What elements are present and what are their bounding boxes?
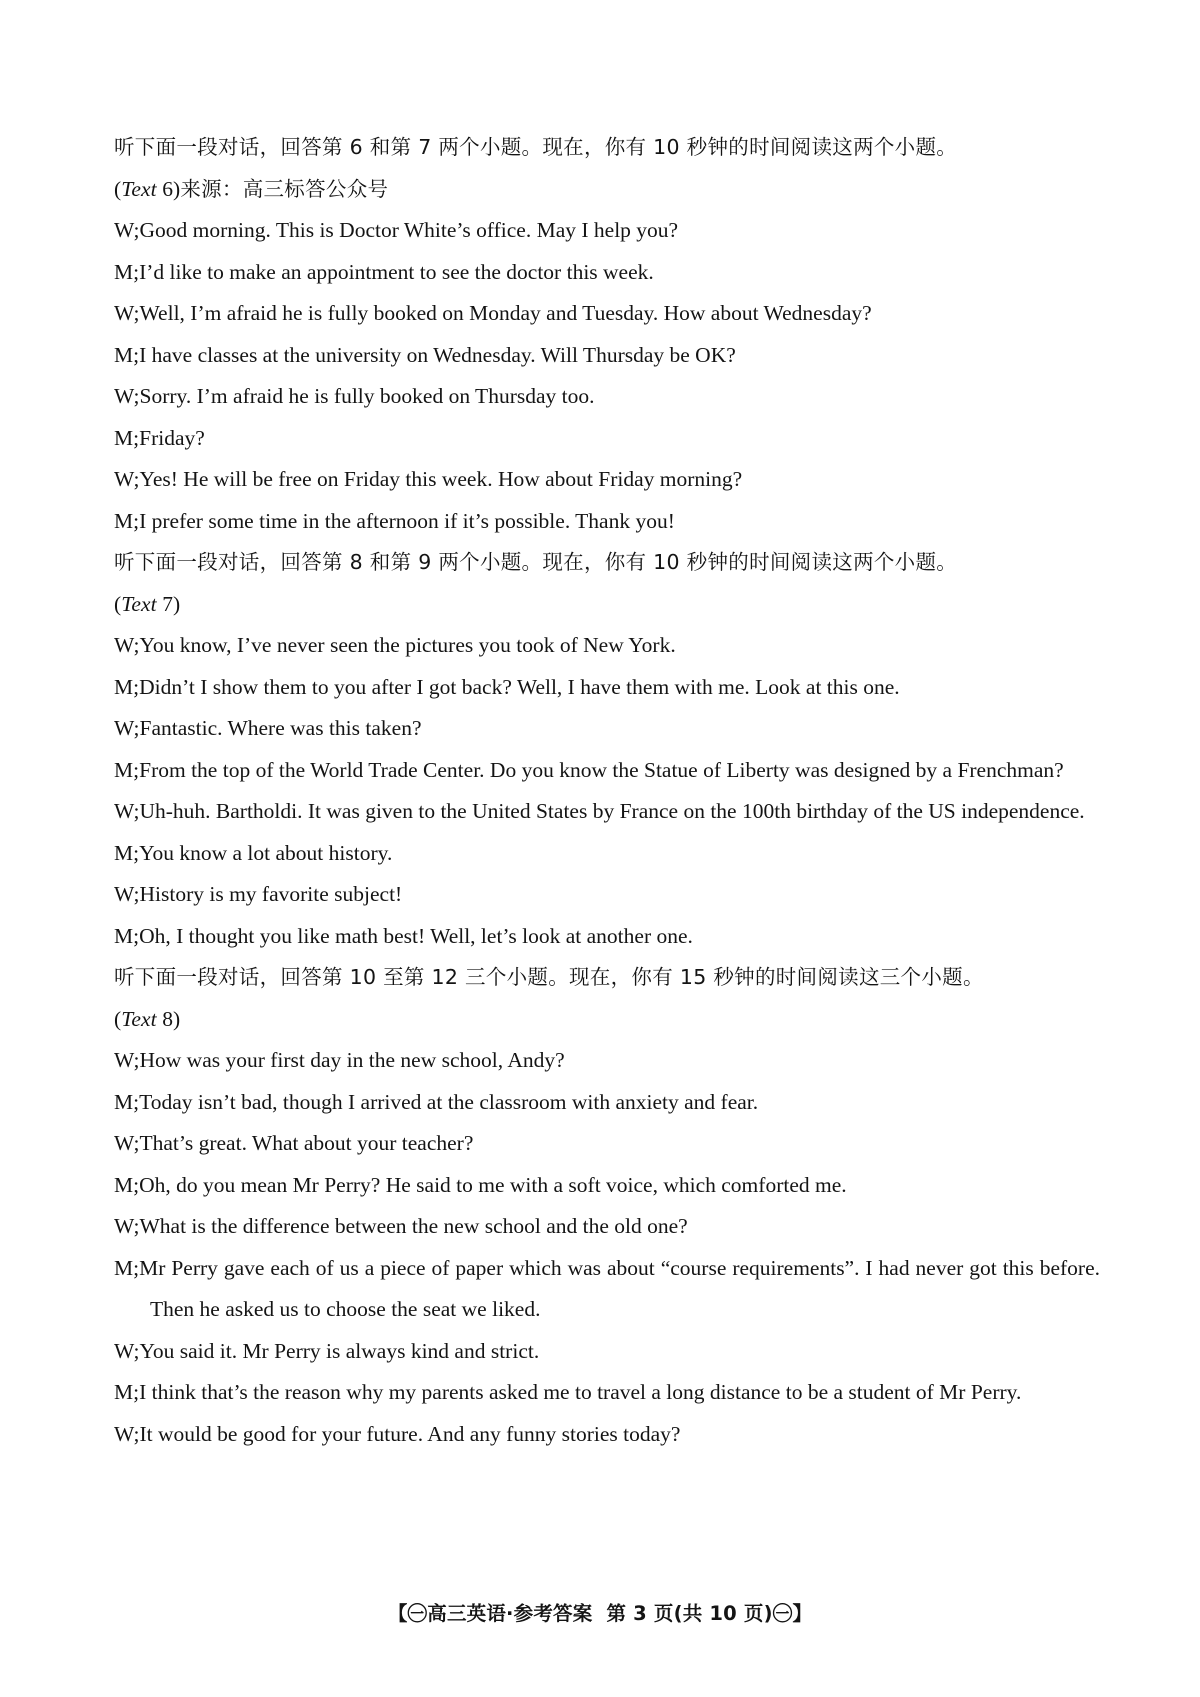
dialogue-line [114,1331,1100,1373]
speaker-separator: ; [133,1421,140,1446]
label-number: 8) [156,1006,181,1031]
label-number: 6) [156,176,181,201]
speaker: W [114,1338,134,1363]
listening-transcript [114,127,1100,1455]
line-text: I prefer some time in the afternoon if it’s possible. Thank you! [139,508,675,533]
line-text: Didn’t I show them to you after I got back? Well, I have them with me. Look at this one. [139,674,900,699]
footer-left-mark: 【㊀ [387,1602,428,1625]
line-text: Mr Perry gave each of us a piece of paper which was about “course requirements”. I had never got this before. Then he asked us to choose the seat we liked. [139,1255,1100,1321]
label-text: Text [121,1006,157,1031]
dialogue-lines [114,210,1100,542]
dialogue-line [114,1248,1100,1331]
speaker: M [114,1255,134,1280]
dialogue-lines [114,625,1100,957]
dialogue-section-text-6 [114,127,1100,542]
speaker: W [114,1048,134,1072]
line-text: Yes! He will be free on Friday this week. How about Friday morning? [139,467,743,491]
speaker-separator: ; [133,882,140,906]
dialogue-line [114,916,1100,958]
speaker-separator: ; [133,508,140,533]
dialogue-section-text-7 [114,542,1100,957]
dialogue-line [114,833,1100,875]
line-text: Sorry. I’m afraid he is fully booked on Thursday too. [139,384,595,408]
section-instruction: 听下面一段对话，回答第 6 和第 7 两个小题。现在，你有 10 秒钟的时间阅读这两个小题。 [114,135,958,159]
label-paren: ( [114,176,122,201]
line-text: Uh-huh. Bartholdi. It was given to the United States by France on the 100th birthday of the US independence. [139,799,1085,823]
speaker-separator: ; [133,1048,140,1072]
dialogue-line [114,1040,1100,1082]
label-paren: ( [114,1006,122,1031]
speaker-separator: ; [133,1089,140,1114]
dialogue-line [114,210,1100,252]
speaker-separator: ; [133,633,140,657]
dialogue-line [114,501,1100,543]
footer-right-mark: ㊀】 [772,1602,813,1625]
speaker: M [114,1172,134,1197]
speaker: W [114,384,134,408]
line-text: You know a lot about history. [139,840,393,865]
label-text: Text [121,176,157,201]
speaker-separator: ; [133,840,140,865]
section-instruction: 听下面一段对话，回答第 10 至第 12 三个小题。现在，你有 15 秒钟的时间阅读这三个小题。 [114,965,984,989]
dialogue-line [114,1414,1100,1456]
speaker-separator: ; [133,1338,140,1363]
speaker: M [114,1089,134,1114]
line-text: You know, I’ve never seen the pictures you took of New York. [139,633,676,657]
dialogue-line [114,1206,1100,1248]
dialogue-line [114,625,1100,667]
text-label [114,584,1100,626]
speaker: W [114,882,134,906]
line-text: I have classes at the university on Wednesday. Will Thursday be OK? [139,342,736,367]
line-text: Friday? [139,425,205,450]
speaker-separator: ; [133,467,140,491]
line-text: How was your first day in the new school, Andy? [139,1048,565,1072]
footer-page-number: 第 3 页(共 10 页) [606,1602,773,1625]
dialogue-line [114,418,1100,460]
label-paren: ( [114,591,122,616]
line-text: Well, I’m afraid he is fully booked on Monday and Tuesday. How about Wednesday? [139,301,872,325]
speaker: W [114,799,134,823]
dialogue-line [114,791,1100,833]
section-instruction: 听下面一段对话，回答第 8 和第 9 两个小题。现在，你有 10 秒钟的时间阅读这两个小题。 [114,550,958,574]
speaker: W [114,218,134,242]
speaker-separator: ; [133,1380,140,1404]
label-number: 7) [156,591,181,616]
line-text: Oh, do you mean Mr Perry? He said to me with a soft voice, which comforted me. [139,1172,847,1197]
dialogue-line [114,874,1100,916]
speaker-separator: ; [133,1214,140,1238]
speaker: W [114,301,134,325]
speaker: M [114,342,134,367]
text-label [114,169,1100,211]
line-text: Oh, I thought you like math best! Well, let’s look at another one. [139,923,693,948]
line-text: History is my favorite subject! [139,882,403,906]
speaker: W [114,1214,134,1238]
speaker-separator: ; [133,716,140,740]
speaker: M [114,757,134,782]
line-text: Today isn’t bad, though I arrived at the classroom with anxiety and fear. [139,1089,759,1114]
line-text: I think that’s the reason why my parents asked me to travel a long distance to be a student of Mr Perry. [139,1380,1022,1404]
speaker: W [114,1131,134,1155]
speaker-separator: ; [133,923,140,948]
speaker: W [114,467,134,491]
speaker: M [114,508,134,533]
speaker: W [114,716,134,740]
footer-title: 高三英语·参考答案 [427,1602,593,1625]
speaker: W [114,1421,134,1446]
speaker: M [114,425,134,450]
speaker-separator: ; [133,757,140,782]
speaker-separator: ; [133,425,140,450]
dialogue-lines [114,1040,1100,1455]
line-text: It would be good for your future. And any funny stories today? [139,1421,681,1446]
speaker: W [114,633,134,657]
dialogue-line [114,708,1100,750]
line-text: From the top of the World Trade Center. Do you know the Statue of Liberty was designed by a Frenchman? [139,757,1064,782]
label-source-note: 来源：高三标答公众号 [180,176,389,201]
dialogue-line [114,1372,1100,1414]
page-footer [0,1598,1200,1626]
speaker-separator: ; [133,218,140,242]
dialogue-line [114,750,1100,792]
dialogue-line [114,335,1100,377]
speaker-separator: ; [133,1131,140,1155]
dialogue-line [114,459,1100,501]
speaker-separator: ; [133,384,140,408]
line-text: What is the difference between the new school and the old one? [139,1214,688,1238]
dialogue-line [114,252,1100,294]
speaker: M [114,259,134,284]
speaker-separator: ; [133,1255,140,1280]
speaker-separator: ; [133,301,140,325]
text-label [114,999,1100,1041]
speaker-separator: ; [133,342,140,367]
label-text: Text [121,591,157,616]
line-text: Fantastic. Where was this taken? [139,716,422,740]
speaker-separator: ; [133,674,140,699]
line-text: That’s great. What about your teacher? [139,1131,474,1155]
dialogue-section-text-8 [114,957,1100,1455]
dialogue-line [114,1082,1100,1124]
speaker-separator: ; [133,1172,140,1197]
dialogue-line [114,376,1100,418]
line-text: You said it. Mr Perry is always kind and strict. [139,1338,540,1363]
dialogue-line [114,667,1100,709]
speaker: M [114,840,134,865]
dialogue-line [114,1123,1100,1165]
dialogue-line [114,293,1100,335]
speaker: M [114,674,134,699]
speaker-separator: ; [133,259,140,284]
speaker-separator: ; [133,799,140,823]
speaker: M [114,1380,134,1404]
dialogue-line [114,1165,1100,1207]
line-text: Good morning. This is Doctor White’s office. May I help you? [139,218,679,242]
speaker: M [114,923,134,948]
line-text: I’d like to make an appointment to see the doctor this week. [139,259,654,284]
